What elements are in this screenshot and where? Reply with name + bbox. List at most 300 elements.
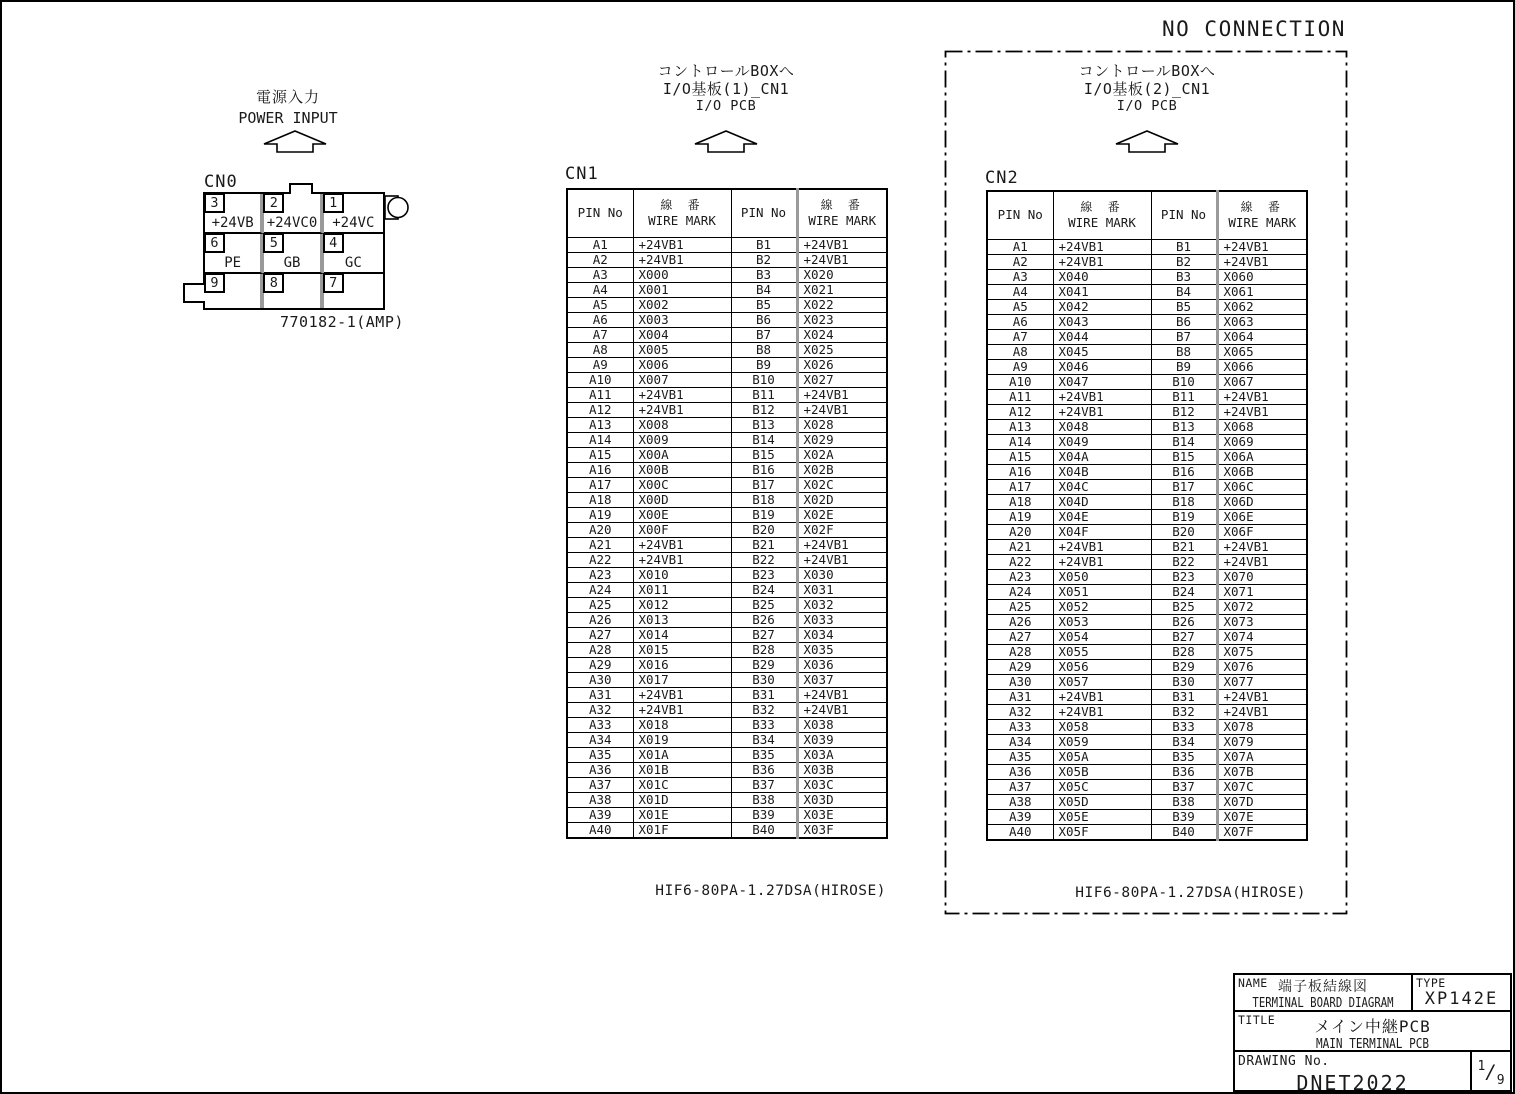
wire-mark-cell: X037 [797,672,887,687]
pin-no-cell: B2 [1151,254,1217,269]
drawing-title-jp: メイン中継PCB [1314,1017,1431,1036]
pin-no-cell: A25 [567,597,633,612]
wire-mark-cell: X030 [797,567,887,582]
pin-no-header: PIN No [1151,191,1217,239]
wire-mark-cell: X05A [1053,749,1151,764]
pin-no-cell: B39 [731,807,797,822]
cn0-left-tab [183,283,205,303]
cn0-connector [203,192,385,310]
title-block-name-row [1235,975,1510,1012]
pin-no-cell: A19 [567,507,633,522]
pin-no-cell: B4 [1151,284,1217,299]
wire-mark-cell: X078 [1217,719,1307,734]
pin-no-cell: A4 [987,284,1053,299]
wire-mark-cell: X018 [633,717,731,732]
pin-no-cell: B10 [731,372,797,387]
pin-no-cell: B38 [731,792,797,807]
cn0-cell [324,194,383,234]
wire-mark-cell: X06F [1217,524,1307,539]
wire-mark-cell: X00F [633,522,731,537]
pin-row [567,402,887,417]
pin-no-cell: B23 [1151,569,1217,584]
sheet-numerator: 1 [1477,1059,1486,1074]
pin-no-cell: B30 [1151,674,1217,689]
wire-mark-cell: X007 [633,372,731,387]
pin-no-cell: B3 [1151,269,1217,284]
no-connection-label: NO CONNECTION [1162,17,1346,41]
pin-label: +24VB [211,215,254,231]
wire-mark-cell: X039 [797,732,887,747]
pin-row [987,554,1307,569]
pin-no-cell: B20 [731,522,797,537]
pin-no-cell: B5 [1151,299,1217,314]
wire-mark-cell: X062 [1217,299,1307,314]
wire-mark-cell: +24VB1 [633,237,731,252]
wire-mark-cell: X05C [1053,779,1151,794]
wire-mark-cell: X000 [633,267,731,282]
pin-no-cell: A25 [987,599,1053,614]
pin-no-cell: B4 [731,282,797,297]
wire-mark-cell: X020 [797,267,887,282]
pin-no-cell: A7 [567,327,633,342]
pin-no-cell: A28 [987,644,1053,659]
pin-no-cell: A31 [567,687,633,702]
pin-no-cell: A20 [567,522,633,537]
wire-mark-cell: X06E [1217,509,1307,524]
wire-mark-cell: X005 [633,342,731,357]
wire-mark-cell: X00A [633,447,731,462]
pin-no-cell: B36 [1151,764,1217,779]
pin-no-cell: A1 [987,239,1053,254]
pin-row [987,419,1307,434]
wire-mark-cell: X033 [797,612,887,627]
pin-row [567,687,887,702]
pin-no-cell: A35 [987,749,1053,764]
title-block [1233,973,1512,1092]
wire-mark-header-jp: 線 番 [1080,200,1124,215]
pin-no-cell: B25 [1151,599,1217,614]
drawing-name-en: TERMINAL BOARD DIAGRAM [1252,996,1394,1011]
wire-mark-cell: X072 [1217,599,1307,614]
wire-mark-cell: X046 [1053,359,1151,374]
pin-row [987,749,1307,764]
wire-mark-cell: +24VB1 [633,387,731,402]
pin-no-cell: A15 [567,447,633,462]
power-input-title-en: POWER INPUT [238,109,338,127]
pin-no-cell: B30 [731,672,797,687]
cn0-connector-label: CN0 [204,172,238,192]
pin-row [567,792,887,807]
wire-mark-cell: X060 [1217,269,1307,284]
pin-row [567,477,887,492]
pin-number-box: 2 [263,193,284,213]
pin-no-cell: A21 [567,537,633,552]
pin-no-cell: B24 [731,582,797,597]
pin-row [987,464,1307,479]
cn0-part-number: 770182-1(AMP) [280,313,404,331]
pin-no-cell: A2 [567,252,633,267]
pin-row [567,597,887,612]
pin-no-cell: B39 [1151,809,1217,824]
wire-mark-cell: X06D [1217,494,1307,509]
wire-mark-cell: +24VB1 [797,237,887,252]
pin-row [987,299,1307,314]
wire-mark-cell: X076 [1217,659,1307,674]
wire-mark-cell: +24VB1 [633,252,731,267]
wire-mark-cell: X02C [797,477,887,492]
cn0-cell [264,234,323,274]
pin-no-cell: A27 [567,627,633,642]
drawing-number-cell [1235,1052,1472,1094]
cn0-top-tab [289,183,313,194]
pin-row [567,432,887,447]
wire-mark-cell: X03B [797,762,887,777]
wire-mark-cell: +24VB1 [1053,239,1151,254]
pin-no-cell: B23 [731,567,797,582]
wire-mark-cell: X02E [797,507,887,522]
pin-no-cell: B9 [1151,359,1217,374]
wire-mark-cell: X04E [1053,509,1151,524]
wire-mark-cell: X07B [1217,764,1307,779]
wire-mark-cell: X042 [1053,299,1151,314]
pin-no-cell: B16 [731,462,797,477]
name-cell [1235,975,1413,1010]
pin-no-cell: B22 [731,552,797,567]
wire-mark-cell: X067 [1217,374,1307,389]
wire-mark-cell: X063 [1217,314,1307,329]
wire-mark-header [1217,191,1307,239]
pin-no-cell: B28 [1151,644,1217,659]
sheet-number [1472,1052,1510,1094]
wire-mark-cell: +24VB1 [633,687,731,702]
wire-mark-cell: X015 [633,642,731,657]
pin-no-cell: B1 [731,237,797,252]
pin-no-cell: A10 [987,374,1053,389]
wire-mark-cell: X07E [1217,809,1307,824]
wire-mark-cell: X047 [1053,374,1151,389]
wire-mark-cell: X07C [1217,779,1307,794]
wire-mark-cell: X077 [1217,674,1307,689]
wire-mark-header [1053,191,1151,239]
wire-mark-cell: X010 [633,567,731,582]
pin-row [567,387,887,402]
wire-mark-cell: X06A [1217,449,1307,464]
pin-no-cell: A32 [987,704,1053,719]
cn2-connector-label: CN2 [985,168,1019,188]
wire-mark-cell: X019 [633,732,731,747]
pin-row [987,779,1307,794]
destination-line: コントロールBOXへ [1078,62,1216,80]
pin-row [567,537,887,552]
pin-no-cell: A19 [987,509,1053,524]
wire-mark-cell: X04A [1053,449,1151,464]
pin-no-cell: A9 [567,357,633,372]
pin-no-cell: B12 [731,402,797,417]
pin-row [987,539,1307,554]
pin-row [567,327,887,342]
wire-mark-cell: X040 [1053,269,1151,284]
pin-no-cell: A16 [987,464,1053,479]
pin-no-cell: A16 [567,462,633,477]
pin-row [987,314,1307,329]
pin-row [987,659,1307,674]
wire-mark-cell: +24VB1 [797,252,887,267]
type-value: XP142E [1424,989,1499,1009]
pin-label: +24VC [332,215,375,231]
pin-no-header: PIN No [731,189,797,237]
pin-no-cell: B6 [731,312,797,327]
pin-no-cell: A6 [567,312,633,327]
wire-mark-cell: X048 [1053,419,1151,434]
wire-mark-header-en: WIRE MARK [1228,215,1297,231]
cn2-header-row [987,191,1307,239]
pin-number-box: 6 [204,233,225,253]
pin-no-cell: A31 [987,689,1053,704]
wire-mark-cell: X022 [797,297,887,312]
pin-no-cell: A4 [567,282,633,297]
pin-no-cell: A33 [987,719,1053,734]
pin-row [987,524,1307,539]
wire-mark-header-jp: 線 番 [820,198,864,213]
pin-no-cell: B1 [1151,239,1217,254]
pin-no-cell: A24 [987,584,1053,599]
wire-mark-cell: X00D [633,492,731,507]
pin-number-box: 4 [323,233,344,253]
wire-mark-cell: X012 [633,597,731,612]
pin-row [567,297,887,312]
pin-no-cell: B27 [1151,629,1217,644]
pin-no-cell: B12 [1151,404,1217,419]
pin-row [987,509,1307,524]
wire-mark-cell: X001 [633,282,731,297]
wire-mark-cell: +24VB1 [633,402,731,417]
wire-mark-cell: X043 [1053,314,1151,329]
pin-no-cell: A12 [987,404,1053,419]
pin-no-cell: B34 [1151,734,1217,749]
pin-no-cell: A36 [567,762,633,777]
wire-mark-cell: X031 [797,582,887,597]
pin-label: GC [344,255,362,271]
cn0-cell [205,194,264,234]
pin-no-cell: A22 [987,554,1053,569]
pin-no-cell: A8 [987,344,1053,359]
pin-no-cell: B32 [1151,704,1217,719]
wire-mark-cell: X068 [1217,419,1307,434]
pin-no-cell: B29 [1151,659,1217,674]
pin-no-cell: B6 [1151,314,1217,329]
cn2-destination [1017,63,1277,116]
wire-mark-cell: X02F [797,522,887,537]
wire-mark-header-en: WIRE MARK [648,213,716,229]
wire-mark-cell: X02B [797,462,887,477]
title-label: TITLE [1238,1013,1276,1027]
wire-mark-cell: X01E [633,807,731,822]
pin-no-cell: B10 [1151,374,1217,389]
pin-no-cell: B26 [1151,614,1217,629]
pin-no-cell: B21 [1151,539,1217,554]
pin-row [987,629,1307,644]
wire-mark-cell: +24VB1 [1217,239,1307,254]
wire-mark-cell: X016 [633,657,731,672]
pin-no-cell: B35 [731,747,797,762]
wire-mark-cell: X011 [633,582,731,597]
wire-mark-cell: X004 [633,327,731,342]
drawing-number-label: DRAWING No. [1238,1054,1330,1069]
pin-no-cell: A13 [567,417,633,432]
wire-mark-cell: +24VB1 [1217,704,1307,719]
cn0-pin-grid [205,194,383,308]
pin-no-cell: A36 [987,764,1053,779]
wire-mark-cell: X01D [633,792,731,807]
pin-no-cell: A30 [987,674,1053,689]
pin-row [567,717,887,732]
wire-mark-cell: X070 [1217,569,1307,584]
pin-no-cell: B17 [731,477,797,492]
pin-no-cell: B35 [1151,749,1217,764]
cn0-keying-notch [384,193,412,223]
pin-no-cell: A22 [567,552,633,567]
pin-no-cell: B19 [1151,509,1217,524]
pin-row [987,704,1307,719]
wire-mark-cell: +24VB1 [633,537,731,552]
wire-mark-cell: X058 [1053,719,1151,734]
pin-no-cell: A26 [567,612,633,627]
pin-no-cell: A39 [567,807,633,822]
wire-mark-cell: +24VB1 [1053,539,1151,554]
pin-no-cell: B19 [731,507,797,522]
pin-row [567,747,887,762]
cn2-table [986,190,1308,841]
pin-row [567,807,887,822]
pin-no-cell: B40 [1151,824,1217,840]
pin-no-cell: A6 [987,314,1053,329]
power-input-title [218,86,358,127]
wire-mark-cell: +24VB1 [633,552,731,567]
wire-mark-cell: X024 [797,327,887,342]
pin-row [567,762,887,777]
wire-mark-cell: X03F [797,822,887,838]
wire-mark-cell: X00B [633,462,731,477]
wire-mark-cell: +24VB1 [797,702,887,717]
pin-row [567,372,887,387]
pin-no-cell: A28 [567,642,633,657]
pin-row [987,569,1307,584]
pin-no-cell: A10 [567,372,633,387]
pin-row [567,642,887,657]
title-block-drawing-row [1235,1052,1510,1094]
pin-no-cell: B8 [1151,344,1217,359]
wire-mark-cell: X017 [633,672,731,687]
wire-mark-cell: +24VB1 [797,387,887,402]
pin-no-cell: B11 [1151,389,1217,404]
wire-mark-cell: X044 [1053,329,1151,344]
pin-no-cell: B20 [1151,524,1217,539]
wire-mark-cell: +24VB1 [797,687,887,702]
wire-mark-cell: X061 [1217,284,1307,299]
power-input-title-jp: 電源入力 [255,88,320,106]
cn0-cell [205,234,264,274]
wire-mark-cell: X064 [1217,329,1307,344]
pin-no-cell: A26 [987,614,1053,629]
pin-no-cell: B3 [731,267,797,282]
pin-no-cell: B29 [731,657,797,672]
wire-mark-cell: X023 [797,312,887,327]
pin-no-cell: B18 [1151,494,1217,509]
pin-number-box: 3 [204,193,225,213]
wire-mark-header [633,189,731,237]
wire-mark-cell: +24VB1 [797,552,887,567]
wire-mark-cell: X050 [1053,569,1151,584]
pin-row [987,389,1307,404]
pin-no-cell: A3 [567,267,633,282]
pin-row [567,702,887,717]
pin-no-cell: A1 [567,237,633,252]
destination-line: I/O PCB [1116,98,1178,114]
wire-mark-cell: X057 [1053,674,1151,689]
pin-no-cell: B40 [731,822,797,838]
pin-no-cell: B14 [1151,434,1217,449]
pin-no-cell: A14 [567,432,633,447]
pin-no-cell: A17 [567,477,633,492]
cn0-cell [264,194,323,234]
pin-number-box: 9 [204,273,225,293]
pin-row [567,672,887,687]
pin-no-cell: B11 [731,387,797,402]
pin-no-cell: B13 [731,417,797,432]
pin-no-cell: A2 [987,254,1053,269]
pin-no-cell: B28 [731,642,797,657]
wire-mark-cell: +24VB1 [1217,539,1307,554]
pin-no-cell: A7 [987,329,1053,344]
wire-mark-cell: X049 [1053,434,1151,449]
pin-row [987,254,1307,269]
pin-no-cell: B2 [731,252,797,267]
wire-mark-cell: X07D [1217,794,1307,809]
drawing-title-en: MAIN TERMINAL PCB [1315,1037,1430,1052]
pin-row [567,522,887,537]
wire-mark-cell: X01C [633,777,731,792]
pin-no-cell: B34 [731,732,797,747]
cn0-cell [205,274,264,308]
wire-mark-cell: +24VB1 [633,702,731,717]
pin-row [987,689,1307,704]
pin-row [987,599,1307,614]
sheet-separator: / [1485,1061,1497,1083]
wire-mark-cell: +24VB1 [1053,554,1151,569]
pin-row [567,282,887,297]
wire-mark-cell: X045 [1053,344,1151,359]
pin-row [987,719,1307,734]
pin-no-cell: A38 [567,792,633,807]
wire-mark-cell: X05F [1053,824,1151,840]
wire-mark-cell: X035 [797,642,887,657]
pin-row [987,584,1307,599]
type-cell [1413,975,1510,1010]
wire-mark-cell: X05D [1053,794,1151,809]
pin-no-cell: A18 [567,492,633,507]
pin-row [567,612,887,627]
cn1-connector-label: CN1 [565,164,599,184]
pin-no-cell: A39 [987,809,1053,824]
pin-row [987,644,1307,659]
pin-row [567,552,887,567]
pin-no-cell: B27 [731,627,797,642]
pin-row [987,674,1307,689]
pin-no-cell: A5 [567,297,633,312]
pin-no-cell: A34 [567,732,633,747]
destination-line: I/O基板(1)_CN1 [662,79,790,98]
wire-mark-cell: X02D [797,492,887,507]
